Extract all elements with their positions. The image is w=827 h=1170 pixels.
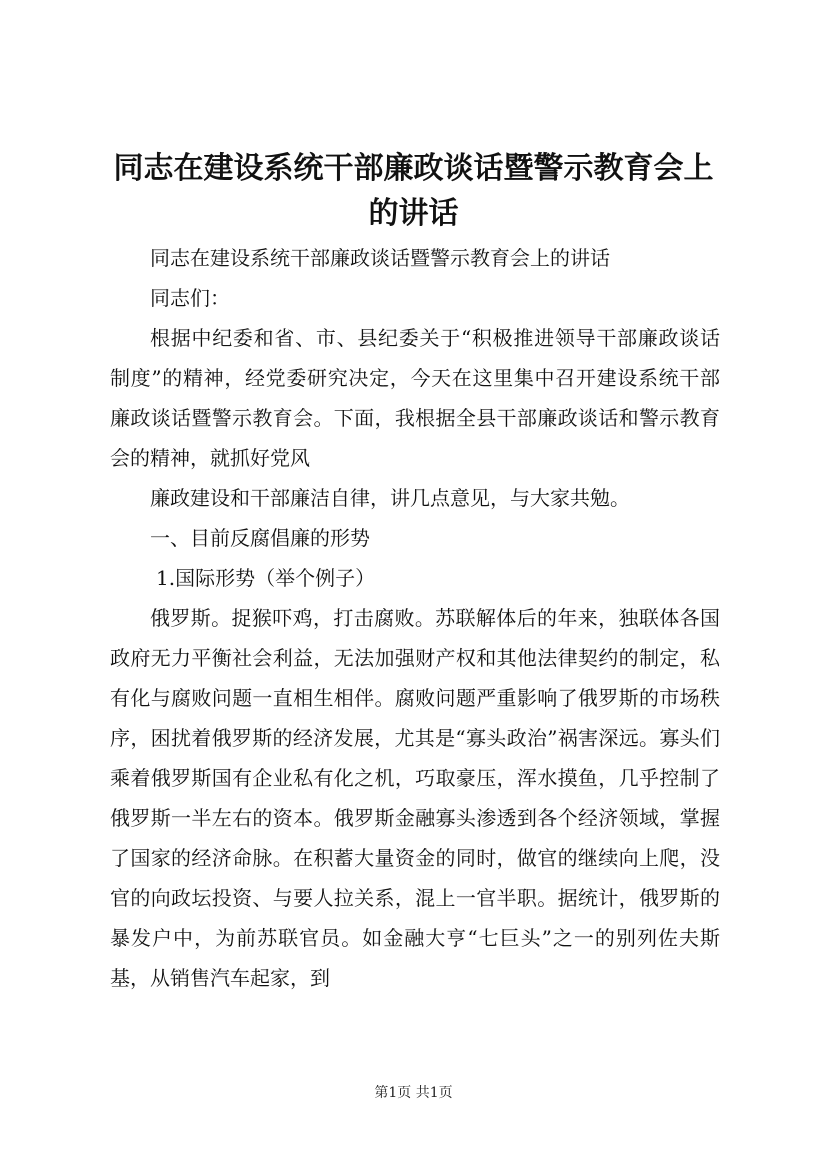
subtitle-paragraph: 同志在建设系统干部廉政谈话暨警示教育会上的讲话 bbox=[150, 246, 610, 270]
salutation-paragraph: 同志们： bbox=[150, 286, 230, 310]
body-paragraph: 根据中纪委和省、市、县纪委关于“积极推进领导干部廉政谈话制度”的精神，经党委研究决定，今天在这里集中召开建设系统干部廉政谈话暨警示教育会。下面，我根据全县干部廉政谈话和警示教育会的精神，就抓好党风 bbox=[110, 326, 720, 470]
body-paragraph: 廉政建设和干部廉洁自律，讲几点意见，与大家共勉。 bbox=[150, 486, 630, 510]
subsection-heading: 1.国际形势（举个例子） bbox=[156, 566, 376, 590]
document-title: 同志在建设系统干部廉政谈话暨警示教育会上的讲话 bbox=[113, 151, 714, 231]
document-body bbox=[110, 238, 720, 998]
page-footer: 第1页 共1页 bbox=[374, 1085, 453, 1101]
section-heading: 一、目前反腐倡廉的形势 bbox=[150, 526, 370, 550]
body-paragraph: 俄罗斯。捉猴吓鸡，打击腐败。苏联解体后的年来，独联体各国政府无力平衡社会利益，无法加强财产权和其他法律契约的制定，私有化与腐败问题一直相生相伴。腐败问题严重影响了俄罗斯的市场秩序，困扰着俄罗斯的经济发展，尤其是“寡头政治”祸害深远。寡头们乘着俄罗斯国有企业私有化之机，巧取豪压，浑水摸鱼，几乎控制了俄罗斯一半左右的资本。俄罗斯金融寡头渗透到各个经济领域，掌握了国家的经济命脉。在积蓄大量资金的同时，做官的继续向上爬，没官的向政坛投资、与要人拉关系，混上一官半职。据统计，俄罗斯的暴发户中，为前苏联官员。如金融大亨“七巨头”之一的别列佐夫斯基，从销售汽车起家，到 bbox=[110, 606, 720, 990]
